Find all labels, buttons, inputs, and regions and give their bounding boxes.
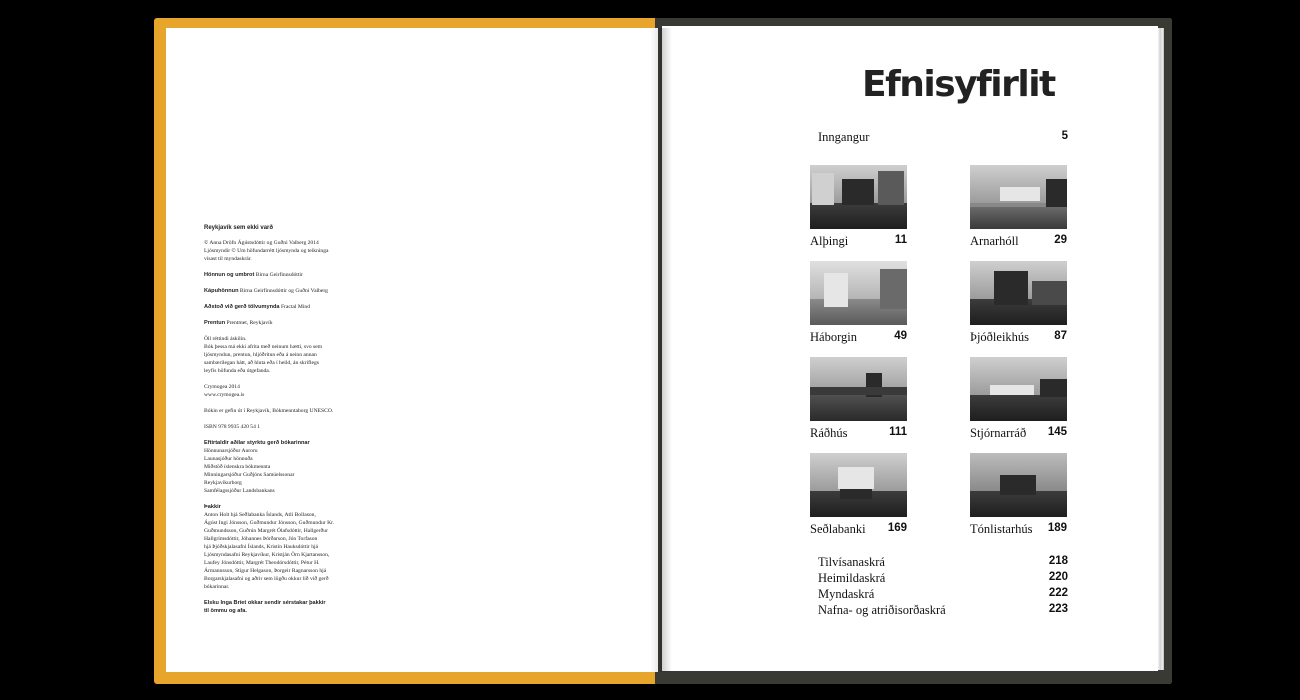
toc-entry-page: 87 — [1054, 330, 1067, 342]
hill-buildings-photo — [970, 165, 1067, 229]
sponsors-heading: Eftirtaldir aðilar styrktu gerð bókarinnar — [204, 440, 310, 446]
toc-entry-label: Seðlabanki — [810, 522, 866, 536]
toc-entry-label: Tilvísanaskrá — [818, 555, 885, 569]
toc-entry-label: Alþingi — [810, 234, 849, 248]
rights-block: Öll réttindi áskilin. Bók þessa má ekki afrita með neinum hætti, svo sem ljósmyndun, prentun, hljóðritun eða á neinn annan sambærilegan hátt, að hluta eða í heild, án skriflegs leyfis höfunda eða útgefanda. — [204, 336, 323, 374]
city-line: Bókin er gefin út í Reykjavík, Bókmenntaborg UNESCO. — [204, 408, 334, 414]
toc-entry-nafnaskra[interactable] — [818, 603, 1068, 619]
toc-entry-label: Ráðhús — [810, 426, 848, 440]
theatre-photo — [970, 261, 1067, 325]
toc-entry-label: Háborgin — [810, 330, 857, 344]
colophon-title: Reykjavík sem ekki varð — [204, 225, 274, 231]
thanks-heading: Þakkir — [204, 504, 221, 510]
concert-hall-photo — [970, 453, 1067, 517]
thanks-block: Þakkir Anton Holt hjá Seðlabanka Íslands, Atli Bollason, Ágúst Ingi Jónsson, Guðmundur Jónsson, Guðmundur Kr. Guðmundsson, Guðrún Margrét Ólafsdóttir, Hallgerður Hallgrímsdóttir, Jóhannes Þórðarson, Jón Torfason hjá Þjóðskjalasafni Íslands, Kristín Hauksdóttir hjá Ljósmyndasafni Reykjavíkur, Kristján Örn Kjartansson, Laufey Jónsdóttir, Margrét Theodórsdóttir, Pétur H. Ármannsson, Stígur Helgason, Þorgeir Ragnarsson hjá Borgarskjalasafni og aðrir sem lögðu okkur lið við gerð bókarinnar. — [204, 503, 374, 591]
toc-entry-tilvisanaskra[interactable] — [818, 555, 1068, 571]
book-gutter — [650, 28, 672, 672]
design-credit: Hönnun og umbrot Birna Geirfinnsdóttir — [204, 272, 303, 278]
toc-entry-page: 29 — [1054, 234, 1067, 246]
city-square-photo — [810, 165, 907, 229]
toc-entry-stjornarrad[interactable] — [970, 426, 1067, 442]
toc-entry-haborgin[interactable] — [810, 330, 907, 346]
print-credit: Prentun Prentmet, Reykjavík — [204, 320, 273, 326]
toc-entry-label: Heimildaskrá — [818, 571, 886, 585]
copyright-block — [204, 239, 374, 263]
toc-entry-label: Tónlistarhús — [970, 522, 1033, 536]
toc-entry-page: 189 — [1047, 522, 1067, 534]
toc-entry-page: 169 — [887, 522, 907, 534]
toc-entry-label: Myndaskrá — [818, 587, 875, 601]
government-photo — [970, 357, 1067, 421]
toc-entry-sedlabanki[interactable] — [810, 522, 907, 538]
toc-entry-page: 218 — [1048, 555, 1068, 567]
toc-entry-myndaskra[interactable] — [818, 587, 1068, 603]
toc-entry-heimildaskra[interactable] — [818, 571, 1068, 587]
toc-entry-page: 222 — [1048, 587, 1068, 599]
toc-entry-radhus[interactable] — [810, 426, 907, 442]
cg-credit: Aðstoð við gerð tölvumynda Fractal Mind — [204, 304, 310, 310]
colophon — [204, 224, 374, 623]
toc-title: Efnisyfirlit — [862, 64, 1055, 105]
bank-building-photo — [810, 453, 907, 517]
isbn: ISBN 978 9935 420 54 1 — [204, 424, 261, 430]
toc-entry-label: Nafna- og atriðisorðaskrá — [818, 603, 946, 617]
copyright-line: Ljósmyndir © Um höfundarrétt ljósmynda og teikninga — [204, 248, 329, 254]
pond-tower-photo — [810, 357, 907, 421]
toc-entry-label: Stjórnarráð — [970, 426, 1027, 440]
toc-entry-page: 223 — [1048, 603, 1068, 615]
toc-entry-page: 5 — [1061, 130, 1068, 142]
page-edges — [1158, 28, 1164, 670]
toc-entry-page: 49 — [894, 330, 907, 342]
toc-entry-thjodleikhus[interactable] — [970, 330, 1067, 346]
toc-entry-page: 111 — [889, 426, 907, 438]
copyright-line: © Anna Dröfn Ágústsdóttir og Guðni Valberg 2014 — [204, 240, 319, 246]
cover-credit: Kápuhönnun Birna Geirfinnsdóttir og Guðni Valberg — [204, 288, 328, 294]
publisher-block: Crymogea 2014 www.crymogea.is — [204, 384, 245, 398]
dedication: Elsku Inga Bríet okkar sendir sérstakar þakkir til ömmu og afa. — [204, 600, 326, 614]
toc-entry-althingi[interactable] — [810, 234, 907, 250]
toc-entry-arnarholl[interactable] — [970, 234, 1067, 250]
toc-entry-page: 145 — [1047, 426, 1067, 438]
toc-entry-label: Arnarhóll — [970, 234, 1019, 248]
toc-entry-page: 220 — [1048, 571, 1068, 583]
toc-entry-intro[interactable] — [818, 130, 1068, 146]
toc-entry-label: Inngangur — [818, 130, 870, 144]
toc-entry-page: 11 — [894, 234, 907, 246]
toc-entry-tonlistarhus[interactable] — [970, 522, 1067, 538]
toc-entry-label: Þjóðleikhús — [970, 330, 1030, 344]
copyright-line: vísast til myndaskrár. — [204, 256, 252, 262]
sponsors-block: Eftirtaldir aðilar styrktu gerð bókarinnar Hönnunarsjóður Auroru Launasjóður hönnuða Miðstöð íslenskra bókmennta Minningarsjóður Guðjóns Samúelssonar Reykjavíkurborg Samfélagssjóður Landsbankans — [204, 439, 374, 495]
church-square-photo — [810, 261, 907, 325]
